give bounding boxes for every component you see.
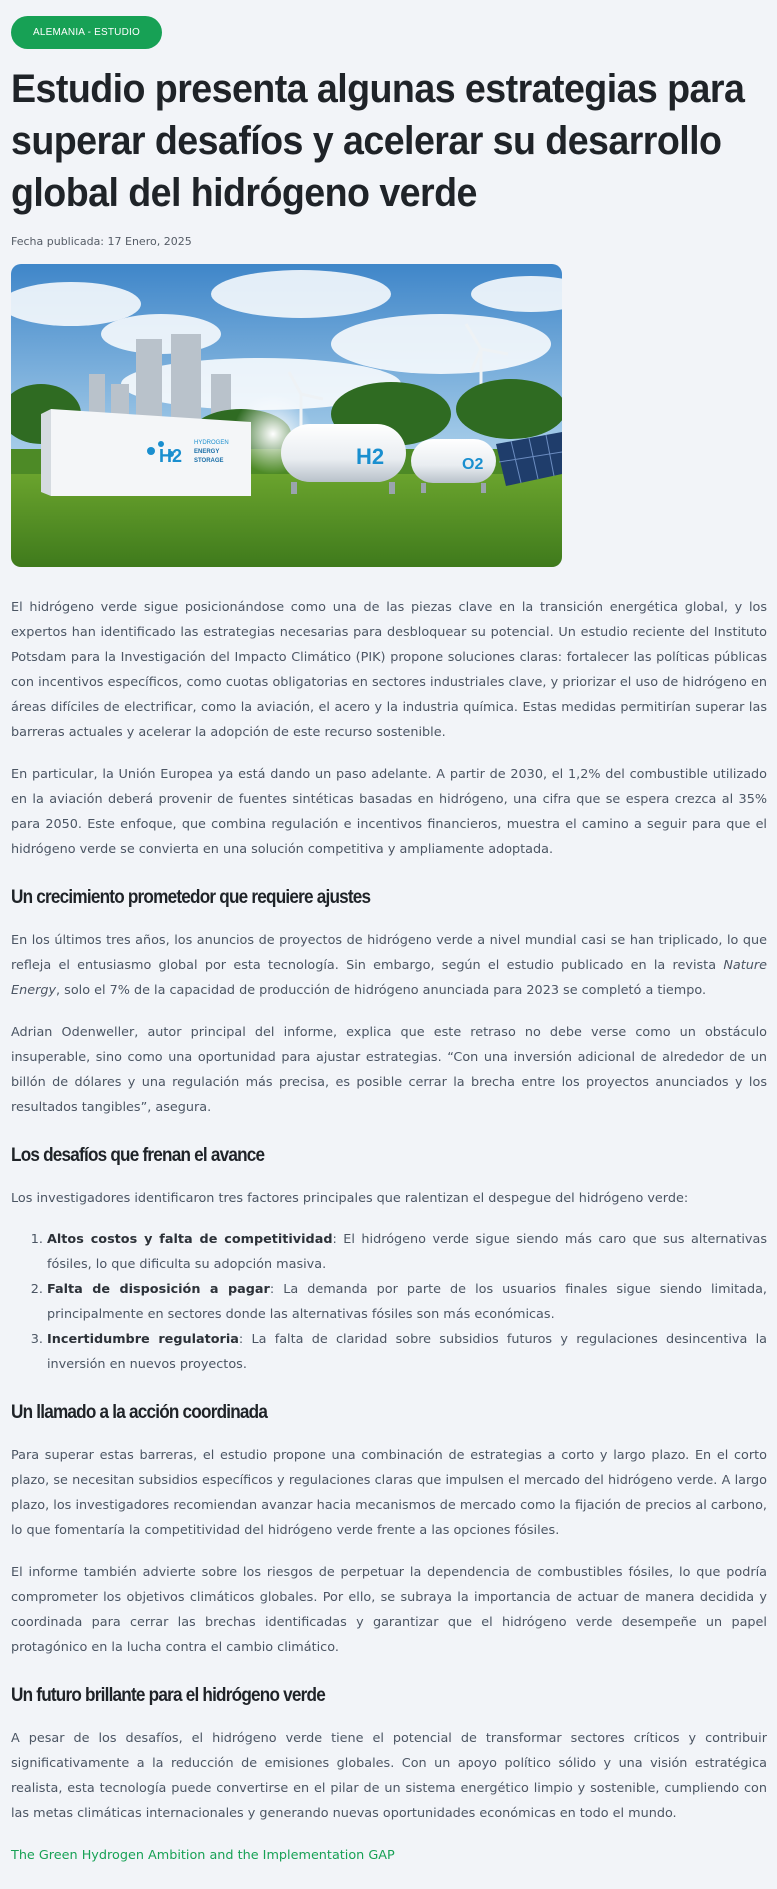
action-paragraph-1: Para superar estas barreras, el estudio propone una combinación de estrategias a corto y largo plazo. En el corto plazo, se necesitan subsidios específicos y regulaciones claras que impulsen el mercado del hidrógeno verde. A largo plazo, los investigadores recomiendan avanzar hacia mecanismos de mercado como la fijación de precios al carbono, lo que fomentaría la competitividad del hidrógeno verde frente a las opciones fósiles. [11,1448,767,1538]
journal-name: Nature Energy [11,958,767,998]
list-item: 1. Altos costos y falta de competitividad: El hidrógeno verde sigue siendo más caro que sus alternativas fósiles, lo que dificulta su adopción masiva. [47,1227,767,1277]
source-link[interactable]: The Green Hydrogen Ambition and the Implementation GAP [11,1848,395,1863]
svg-text:O2: O2 [462,456,484,473]
challenges-list [11,1227,767,1377]
category-badge[interactable]: ALEMANIA - ESTUDIO [11,16,162,49]
section-heading-action: Un llamado a la acción coordinada [11,1401,268,1423]
action-paragraph-2: El informe también advierte sobre los riesgos de perpetuar la dependencia de combustibles fósiles, lo que podría comprometer los objetivos climáticos globales. Por ello, se subraya la importancia de actuar de manera decidida y coordinada para cerrar las brechas identificadas y garantizar que el hidrógeno verde desempeñe un papel protagónico en la lucha contra el cambio climático. [11,1565,767,1655]
article-title: Estudio presenta algunas estrategias para superar desafíos y acelerar su desarrollo global del hidrógeno verde [11,67,745,215]
svg-text:HYDROGEN: HYDROGEN [194,440,229,446]
svg-text:STORAGE: STORAGE [194,458,224,464]
list-item: 3. Incertidumbre regulatoria: La falta de claridad sobre subsidios futuros y regulaciones desincentiva la inversión en nuevos proyectos. [47,1327,767,1377]
svg-text:H2: H2 [159,446,183,466]
hero-image [11,264,562,567]
section-heading-challenges: Los desafíos que frenan el avance [11,1144,265,1166]
svg-text:H2: H2 [356,444,385,469]
challenges-intro: Los investigadores identificaron tres factores principales que ralentizan el despegue del hidrógeno verde: [11,1191,689,1206]
future-paragraph-1: A pesar de los desafíos, el hidrógeno verde tiene el potencial de transformar sectores críticos y contribuir significativamente a la reducción de emisiones globales. Con un apoyo político sólido y una visión estratégica realista, esta tecnología puede convertirse en el pilar de un sistema energético limpio y sostenible, cumpliendo con las metas climáticas internacionales y generando nuevas oportunidades económicas en todo el mundo. [11,1731,767,1821]
growth-paragraph-1: En los últimos tres años, los anuncios de proyectos de hidrógeno verde a nivel mundial casi se han triplicado, lo que refleja el entusiasmo global por esta tecnología. Sin embargo, según el estudio publicado en la revista Nature Energy, solo el 7% de la capacidad de producción de hidrógeno anunciada para 2023 se completó a tiempo. [11,933,767,998]
section-heading-future: Un futuro brillante para el hidrógeno verde [11,1684,325,1706]
intro-paragraph-2: En particular, la Unión Europea ya está dando un paso adelante. A partir de 2030, el 1,2% del combustible utilizado en la aviación deberá provenir de fuentes sintéticas basadas en hidrógeno, una cifra que se espera crezca al 35% para 2050. Este enfoque, que combina regulación e incentivos financieros, muestra el camino a seguir para que el hidrógeno verde se convierta en una solución competitiva y ampliamente adoptada. [11,767,767,857]
intro-paragraph-1: El hidrógeno verde sigue posicionándose como una de las piezas clave en la transición energética global, y los expertos han identificado las estrategias necesarias para desbloquear su potencial. Un estudio reciente del Instituto Potsdam para la Investigación del Impacto Climático (PIK) propone soluciones claras: fortalecer las políticas públicas con incentivos específicos, como cuotas obligatorias en sectores industriales clave, y priorizar el uso de hidrógeno en áreas difíciles de electrificar, como la aviación, el acero y la industria química. Estas medidas permitirían superar las barreras actuales y acelerar la adopción de este recurso sostenible. [11,600,767,740]
list-item: 2. Falta de disposición a pagar: La demanda por parte de los usuarios finales sigue siendo limitada, principalmente en sectores donde las alternativas fósiles son más económicas. [47,1277,767,1327]
svg-text:ENERGY: ENERGY [194,449,220,455]
section-heading-growth: Un crecimiento prometedor que requiere ajustes [11,886,371,908]
publish-date: Fecha publicada: 17 Enero, 2025 [11,235,192,248]
growth-paragraph-2: Adrian Odenweller, autor principal del informe, explica que este retraso no debe verse como un obstáculo insuperable, sino como una oportunidad para ajustar estrategias. “Con una inversión adicional de alrededor de un billón de dólares y una regulación más precisa, es posible cerrar la brecha entre los proyectos anunciados y los resultados tangibles”, asegura. [11,1025,767,1115]
